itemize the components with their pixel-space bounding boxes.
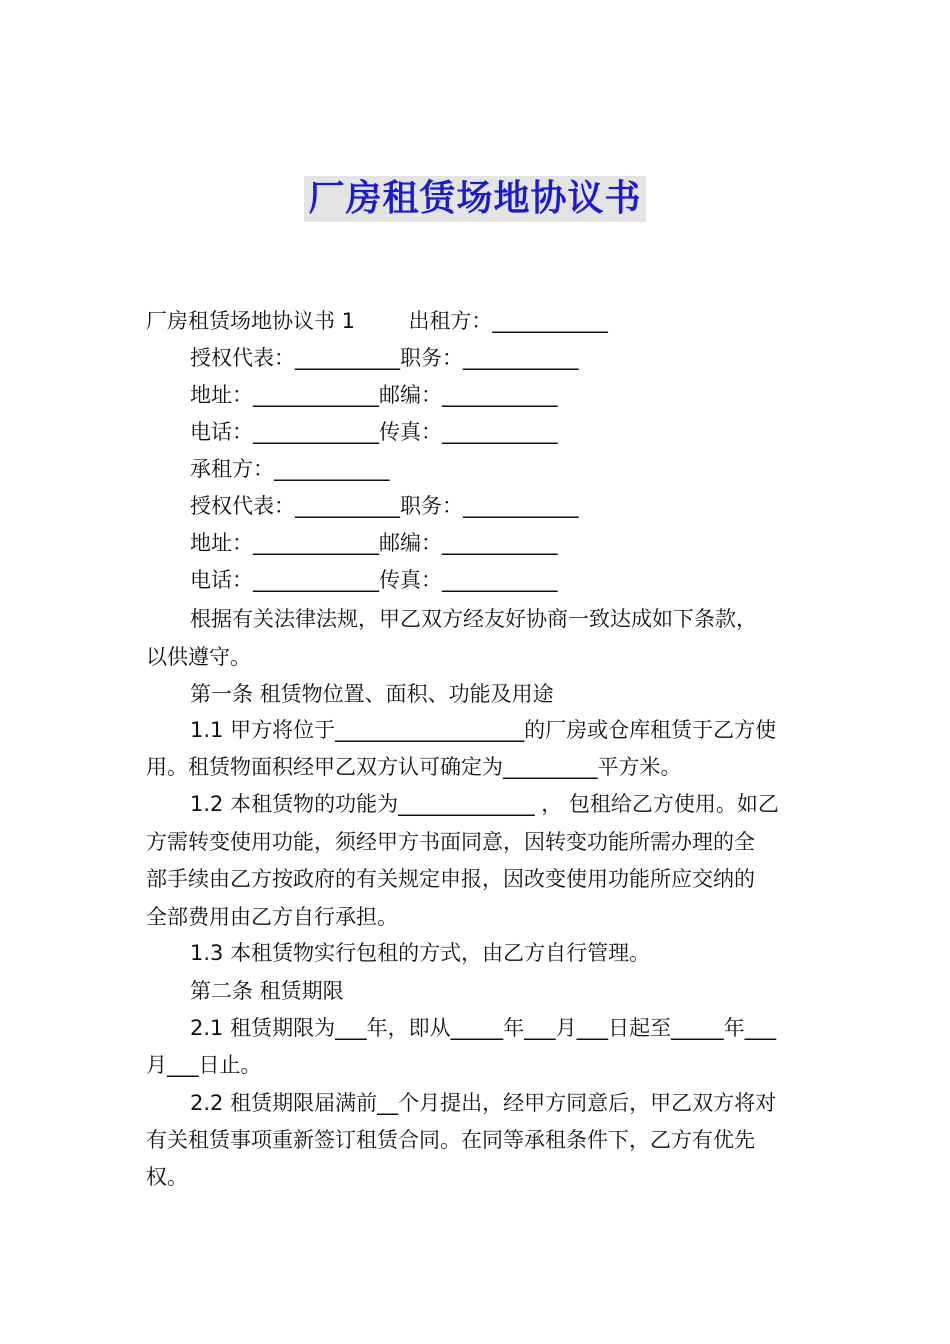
preamble-line-1: 根据有关法律法规，甲乙双方经友好协商一致达成如下条款， bbox=[190, 607, 757, 631]
clause-2-1-line-1: 2.1 租赁期限为___年，即从_____年___月___日起至_____年___ bbox=[190, 1016, 777, 1040]
clause-2-2-line-1: 2.2 租赁期限届满前__个月提出，经甲方同意后，甲乙双方将对 bbox=[190, 1091, 777, 1115]
clause-1-2-line-4: 全部费用由乙方自行承担。 bbox=[146, 905, 398, 929]
clause-2-2-line-3: 权。 bbox=[146, 1165, 188, 1189]
document-title bbox=[0, 176, 950, 222]
lessor-address-line: 地址：____________邮编：___________ bbox=[190, 383, 558, 407]
lessee-representative-line: 授权代表：__________职务：___________ bbox=[190, 494, 579, 518]
clause-1-2-line-2: 方需转变使用功能，须经甲方书面同意，因转变功能所需办理的全 bbox=[146, 830, 755, 854]
clause-2-1-line-2: 月___日止。 bbox=[146, 1053, 262, 1077]
article-1-heading: 第一条 租赁物位置、面积、功能及用途 bbox=[190, 682, 554, 706]
clause-2-2-line-2: 有关租赁事项重新签订租赁合同。在同等承租条件下，乙方有优先 bbox=[146, 1128, 755, 1152]
document-title-text: 厂房租赁场地协议书 bbox=[304, 176, 645, 222]
clause-1-2-line-1: 1.2 本租赁物的功能为_____________ ， 包租给乙方使用。如乙 bbox=[190, 792, 779, 816]
lessee-address-line: 地址：____________邮编：___________ bbox=[190, 531, 558, 555]
intro-lessor-line: 厂房租赁场地协议书 1 出租方：___________ bbox=[146, 309, 608, 333]
lessee-line: 承租方：___________ bbox=[190, 457, 390, 481]
clause-1-1-line-2: 用。租赁物面积经甲乙双方认可确定为_________平方米。 bbox=[146, 755, 682, 779]
lessor-representative-line: 授权代表：__________职务：___________ bbox=[190, 346, 579, 370]
lessor-phone-line: 电话：____________传真：___________ bbox=[190, 420, 558, 444]
preamble-line-2: 以供遵守。 bbox=[146, 645, 251, 669]
clause-1-2-line-3: 部手续由乙方按政府的有关规定申报，因改变使用功能所应交纳的 bbox=[146, 867, 755, 891]
clause-1-3-line: 1.3 本租赁物实行包租的方式，由乙方自行管理。 bbox=[190, 941, 651, 965]
clause-1-1-line-1: 1.1 甲方将位于__________________的厂房或仓库租赁于乙方使 bbox=[190, 718, 777, 742]
article-2-heading: 第二条 租赁期限 bbox=[190, 979, 344, 1003]
lessee-phone-line: 电话：____________传真：___________ bbox=[190, 568, 558, 592]
